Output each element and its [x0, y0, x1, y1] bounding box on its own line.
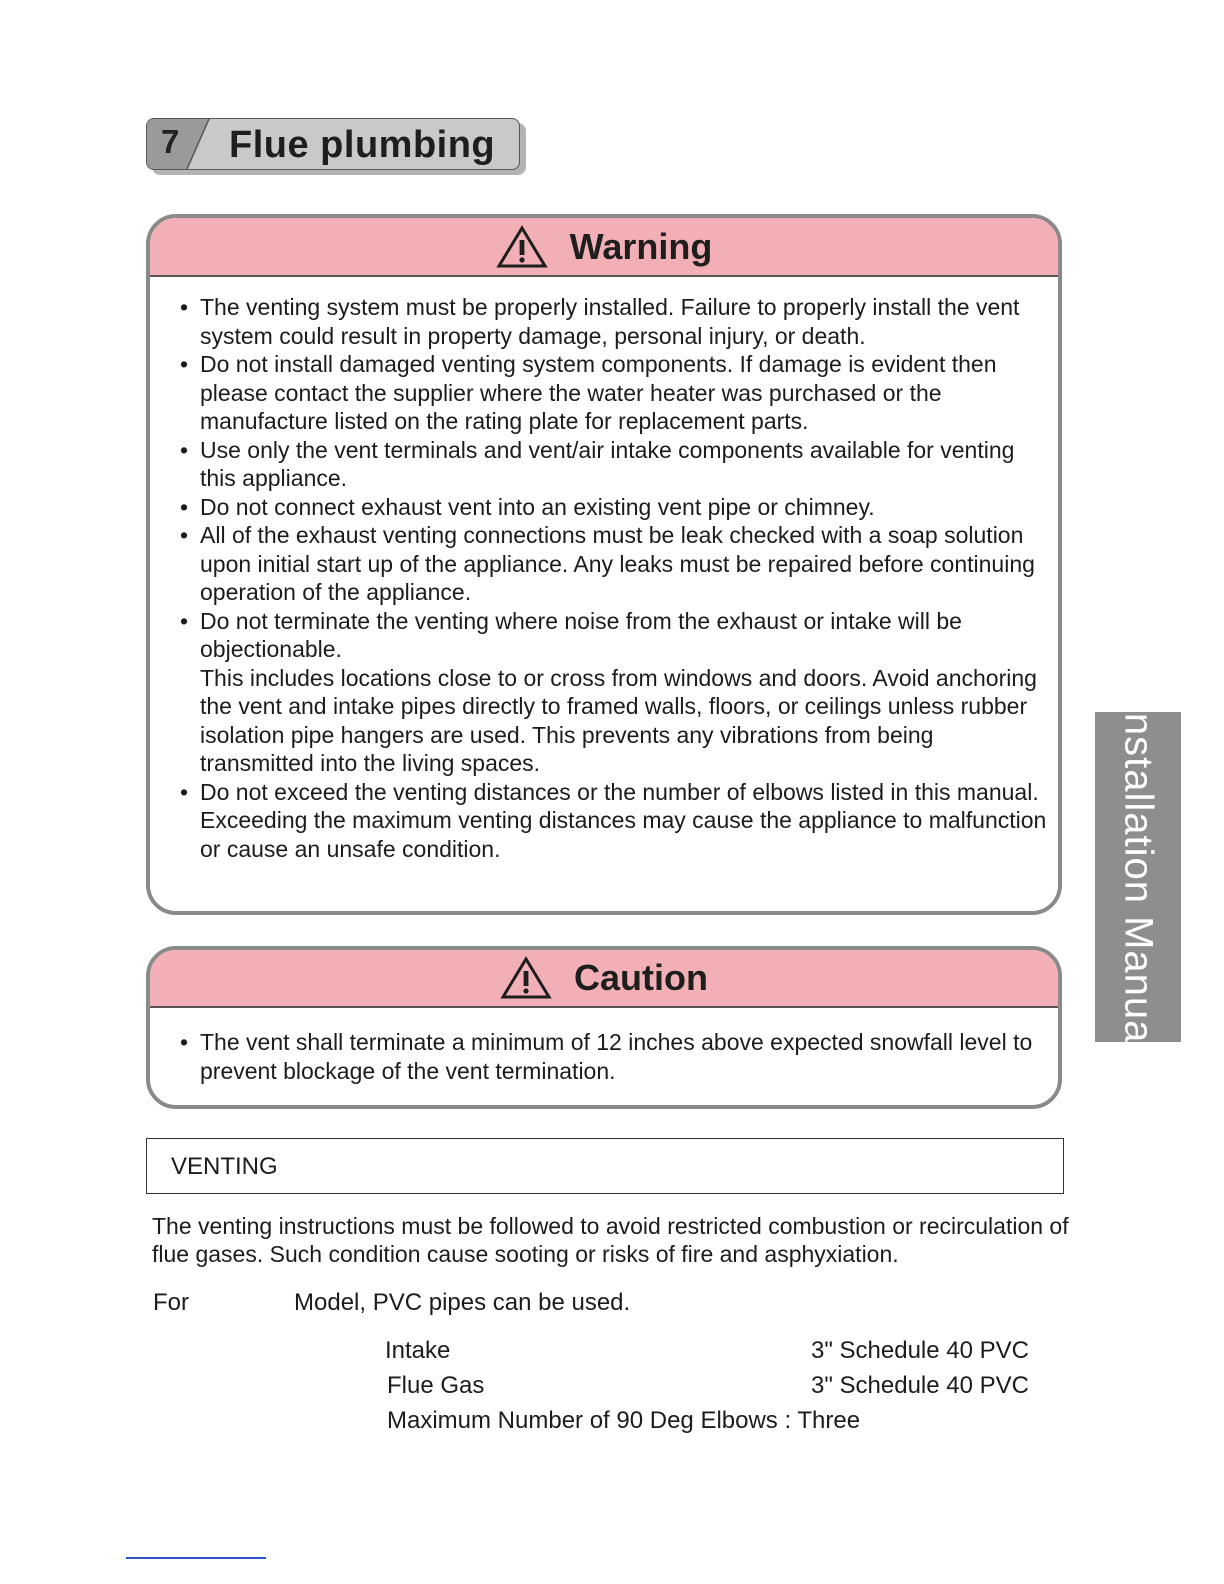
section-number-tab [147, 119, 213, 169]
warning-header [150, 218, 1058, 277]
warning-item-text: Do not connect exhaust vent into an existing vent pipe or chimney. [200, 493, 875, 520]
bullet-dot: • [180, 522, 189, 548]
venting-paragraph: The venting instructions must be followed to avoid restricted combustion or recirculation of flue gases. Such condition cause sooting or risks of fire and asphyxiation. [152, 1213, 1069, 1267]
warning-title: Warning [569, 225, 713, 267]
bullet-dot: • [180, 351, 189, 377]
warning-item-text: Exceeding the maximum venting distances may cause the appliance to malfunction or cause an unsafe condition. [200, 807, 1047, 862]
side-tab [1095, 700, 1181, 1054]
section-heading [146, 118, 520, 170]
warning-item-text: Do not install damaged venting system components. If damage is evident then please contact the supplier where the water heater was purchased or the manufacture listed on the rating plate for replacement parts. [200, 351, 997, 434]
warning-item [150, 778, 1058, 864]
bullet-dot: • [180, 294, 189, 320]
warning-item-text: This includes locations close to or cross from windows and doors. Avoid anchoring the vent and intake pipes directly to framed walls, floors, or ceilings unless rubber isolation pipe hangers are used. This prevents any vibrations from being transmitted into the living spaces. [200, 664, 1037, 776]
caution-item-text: The vent shall terminate a minimum of 12 inches above expected snowfall level to prevent blockage of the vent termination. [200, 1029, 1033, 1084]
warning-item [150, 436, 1058, 493]
caution-item [150, 1028, 1058, 1085]
footer-rule [126, 1557, 266, 1559]
warning-list [150, 277, 1058, 863]
for-label: For [153, 1289, 189, 1316]
warning-item-text: Do not terminate the venting where noise from the exhaust or intake will be objectionable. [200, 607, 962, 662]
bullet-dot: • [180, 493, 189, 520]
warning-item [150, 607, 1058, 778]
model-text: Model, PVC pipes can be used. [294, 1289, 631, 1316]
intake-label: Intake [385, 1337, 451, 1364]
warning-item-text: All of the exhaust venting connections must be leak checked with a soap solution upon initial start up of the appliance. Any leaks must be repaired before continuing operation of the appliance. [200, 522, 1035, 605]
flue-gas-value: 3" Schedule 40 PVC [811, 1372, 1029, 1399]
caution-title: Caution [574, 957, 708, 998]
caution-box [146, 946, 1062, 1109]
side-tab-label: Installation Manual [1116, 700, 1161, 1054]
warning-item-text: Do not exceed the venting distances or the number of elbows listed in this manual. [200, 778, 1039, 805]
warning-item [150, 350, 1058, 436]
intake-value: 3" Schedule 40 PVC [811, 1337, 1029, 1364]
bullet-dot: • [180, 778, 189, 805]
venting-heading: VENTING [171, 1153, 278, 1180]
warning-item-text: The venting system must be properly installed. Failure to properly install the vent system could result in property damage, personal injury, or death. [200, 294, 1020, 349]
venting-heading-box [146, 1138, 1064, 1194]
bullet-dot: • [180, 436, 189, 463]
bullet-dot: • [180, 607, 189, 634]
warning-item [150, 521, 1058, 607]
caution-list [150, 1008, 1058, 1085]
max-elbows: Maximum Number of 90 Deg Elbows : Three [387, 1407, 861, 1434]
warning-item [150, 493, 1058, 522]
warning-box [146, 214, 1062, 915]
warning-triangle-icon [496, 225, 548, 269]
caution-header [150, 950, 1058, 1008]
section-number: 7 [161, 123, 180, 160]
warning-item [150, 293, 1058, 350]
bullet-dot: • [180, 1029, 189, 1055]
warning-item-text: Use only the vent terminals and vent/air intake components available for venting this appliance. [200, 436, 1015, 491]
section-title: Flue plumbing [229, 124, 496, 166]
flue-gas-label: Flue Gas [387, 1372, 485, 1399]
warning-triangle-icon [500, 956, 552, 1000]
